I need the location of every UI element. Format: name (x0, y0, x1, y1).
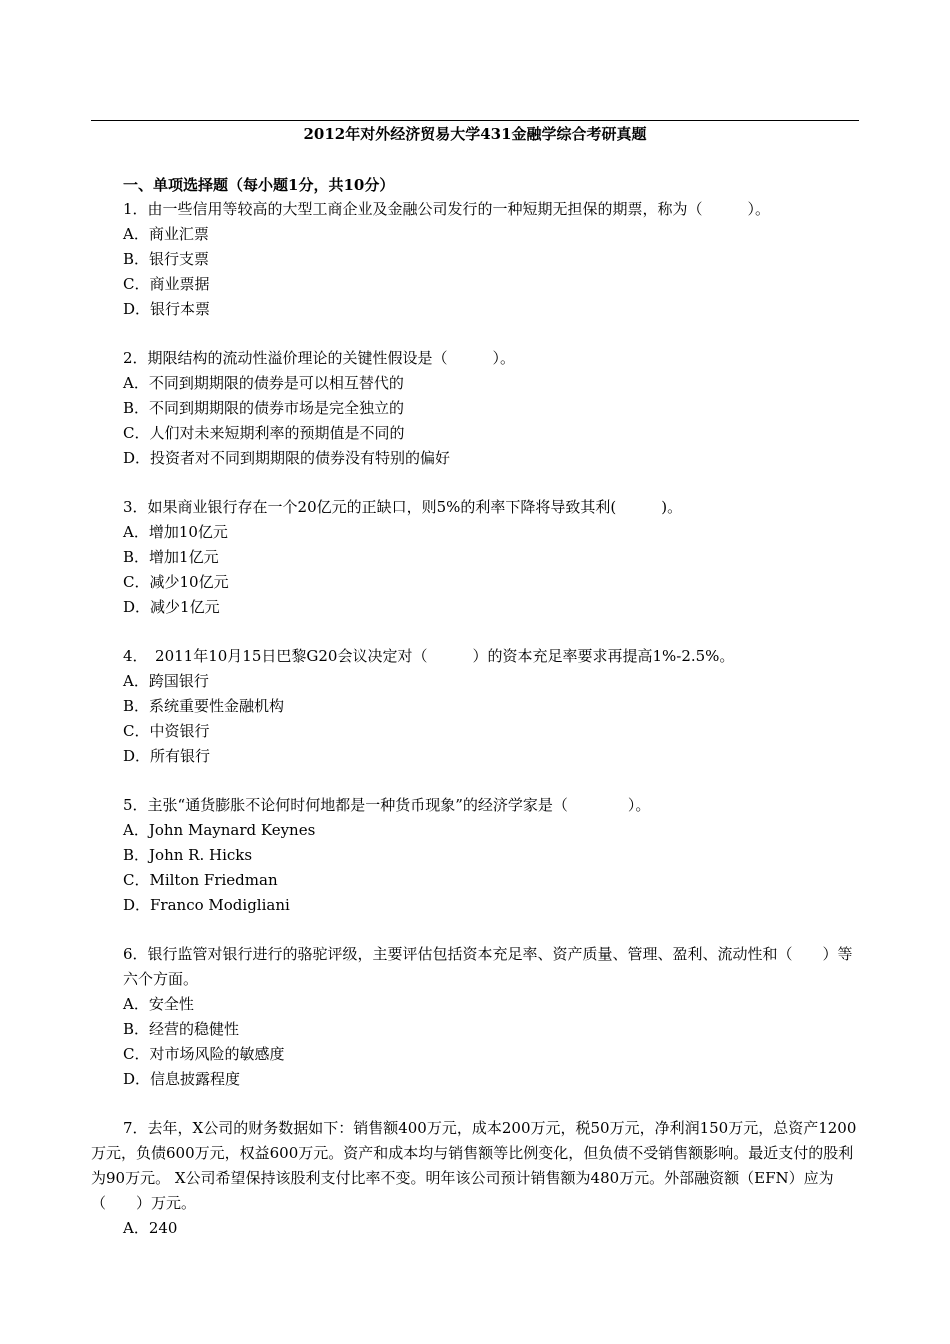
question-text: 7．去年，X公司的财务数据如下：销售额400万元，成本200万元，税50万元，净利润150万元，总资产1200万元，负债600万元，权益600万元。资产和成本均与销售额等比例变化，但负债不受销售额影响。最近支付的股利为90万元。 X公司希望保持该股利支付比率不变。明年该公司预计销售额为480万元。外部融资额（EFN）应为（ ）万元。 (91, 1119, 857, 1212)
question-4 (0, 644, 950, 769)
option-a: A．跨国银行 (123, 672, 209, 690)
question-7 (0, 1116, 950, 1241)
question-text: 3．如果商业银行存在一个20亿元的正缺口，则5%的利率下降将导致其利( )。 (123, 498, 683, 516)
option-d: D．所有银行 (123, 747, 211, 765)
option-a: A．增加10亿元 (123, 523, 228, 541)
question-1 (0, 197, 950, 322)
option-a: A．安全性 (123, 995, 194, 1013)
question-text: 1．由一些信用等较高的大型工商企业及金融公司发行的一种短期无担保的期票，称为（ ）。 (123, 200, 771, 218)
option-c: C．Milton Friedman (123, 871, 278, 889)
question-3 (0, 495, 950, 620)
option-b: B．John R. Hicks (123, 846, 253, 864)
option-c: C．减少10亿元 (123, 573, 229, 591)
question-text: 5．主张“通货膨胀不论何时何地都是一种货币现象”的经济学家是（ ）。 (123, 796, 651, 814)
option-b: B．系统重要性金融机构 (123, 697, 285, 715)
question-5 (0, 793, 950, 918)
option-b: B．经营的稳健性 (123, 1020, 240, 1038)
option-a: A．商业汇票 (123, 225, 209, 243)
section-heading: 一、单项选择题（每小题1分，共10分） (123, 176, 395, 194)
option-b: B．不同到期期限的债券市场是完全独立的 (123, 399, 405, 417)
option-b: B．银行支票 (123, 250, 210, 268)
option-d: D．信息披露程度 (123, 1070, 241, 1088)
option-c: C．人们对未来短期利率的预期值是不同的 (123, 424, 405, 442)
option-a: A．不同到期期限的债券是可以相互替代的 (123, 374, 404, 392)
option-d: D．银行本票 (123, 300, 211, 318)
option-b: B．增加1亿元 (123, 548, 219, 566)
header-rule (91, 120, 859, 121)
question-text: 6．银行监管对银行进行的骆驼评级，主要评估包括资本充足率、资产质量、管理、盈利、流动性和（ ）等六个方面。 (123, 945, 853, 988)
question-text: 4． 2011年10月15日巴黎G20会议决定对（ ）的资本充足率要求再提高1%-2.5%。 (123, 647, 735, 665)
question-6 (0, 942, 950, 1092)
option-c: C．对市场风险的敏感度 (123, 1045, 285, 1063)
option-d: D．Franco Modigliani (123, 896, 290, 914)
option-d: D．减少1亿元 (123, 598, 220, 616)
question-2 (0, 346, 950, 471)
option-a: A．John Maynard Keynes (123, 821, 316, 839)
question-list (0, 197, 950, 1241)
option-c: C．中资银行 (123, 722, 210, 740)
document-title: 2012年对外经济贸易大学431金融学综合考研真题 (303, 125, 647, 143)
option-a: A．240 (123, 1219, 178, 1237)
option-d: D．投资者对不同到期期限的债券没有特别的偏好 (123, 449, 451, 467)
question-text: 2．期限结构的流动性溢价理论的关键性假设是（ ）。 (123, 349, 516, 367)
option-c: C．商业票据 (123, 275, 210, 293)
